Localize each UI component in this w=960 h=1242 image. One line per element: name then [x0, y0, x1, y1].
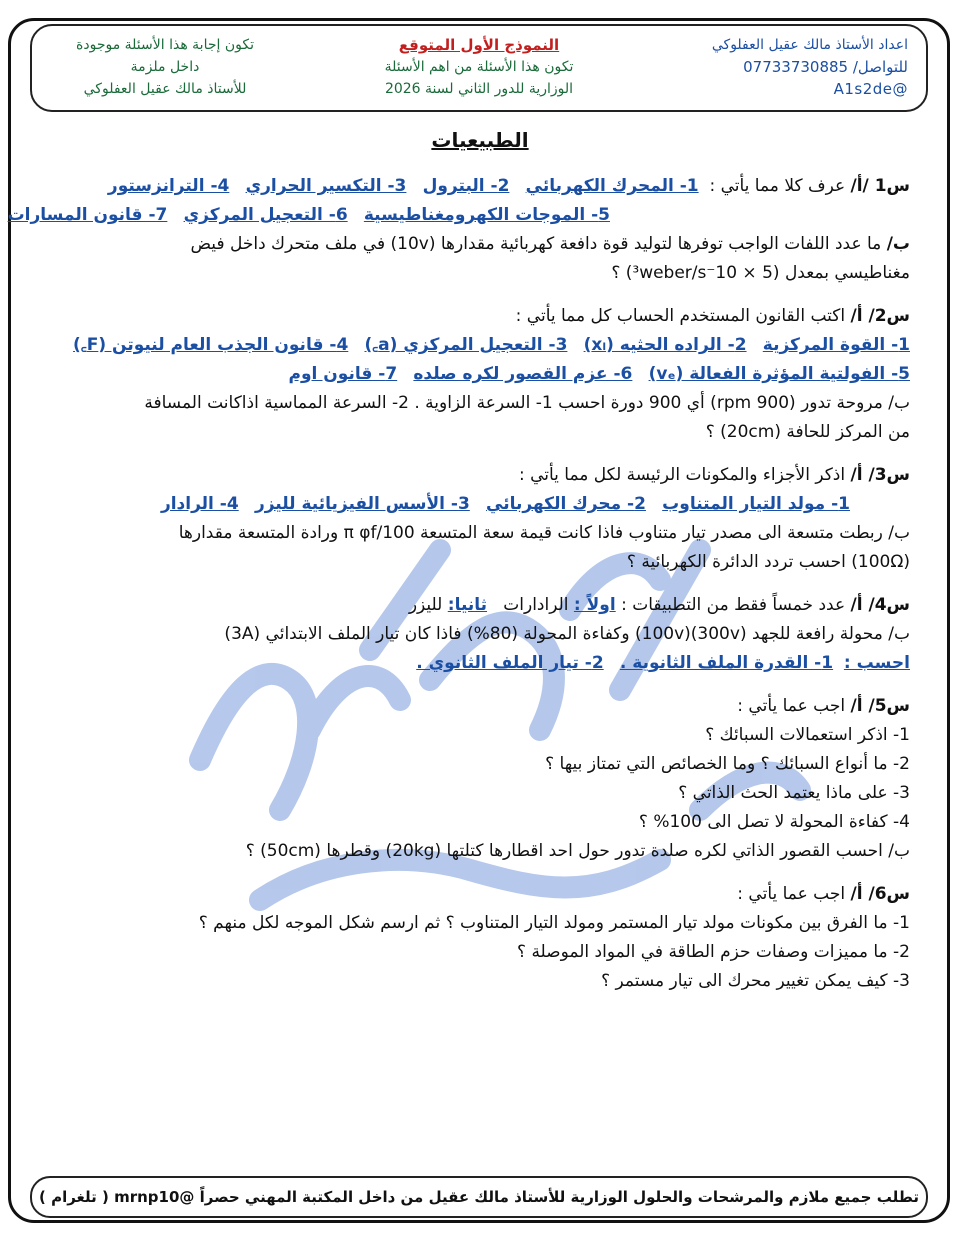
q1-item-4: 4- الترانزستور [107, 176, 230, 196]
contact-phone: للتواصل/ 07733730885 [743, 58, 908, 76]
q2-line-3 [48, 360, 910, 389]
q2-item-2: 2- الراده الحثيه (xₗ) [583, 335, 747, 355]
q1-item-1: 1- المحرك الكهربائي [525, 176, 699, 196]
q4-b-line-2 [48, 649, 910, 678]
q2-item-1: 1- القوة المركزية [762, 335, 910, 355]
questions-content [7, 172, 910, 996]
q3-intro: اذكر الأجزاء والمكونات الرئيسة لكل مما يأتي : [518, 465, 846, 485]
q5-number: س5/ أ/ [850, 696, 910, 716]
q4-second-label: ثانيا: [447, 595, 488, 615]
q1-item-3: 3- التكسير الحراري [245, 176, 407, 196]
q1-b-head: ب/ [886, 234, 910, 254]
q2-item-5: 5- الفولتية المؤثرة الفعالة (vₑ) [648, 364, 910, 384]
q5-item-4: 4- كفاءة المحولة لا تصل الى 100% ؟ [638, 812, 910, 832]
subject-title: الطبيعيات [431, 128, 529, 152]
q3-item-2: 2- محرك الكهربائي [486, 494, 646, 514]
q2-line-1 [48, 302, 910, 331]
q6-item-1: 1- ما الفرق بين مكونات مولد تيار المستمر ومولد التيار المتناوب ؟ ثم ارسم شكل الموجه لكل منهم ؟ [198, 913, 910, 933]
q6-intro: اجب عما يأتي : [737, 884, 846, 904]
q5-b-line-1: ب/ احسب القصور الذاتي لكره صلدة تدور حول احد اقطارها كتلتها (20kg) وقطرها (50cm) ؟ [245, 841, 910, 861]
q3-b-line-1: ب/ ربطت متسعة الى مصدر تيار متناوب فاذا كانت قيمة سعة المتسعة 100/π φf ورادة المتسعة مقدارها [178, 523, 910, 543]
q2-item-3: 3- التعجيل المركزي (a꜀) [364, 335, 568, 355]
answers-note-2: داخل ملزمة [130, 59, 200, 75]
q3-item-1: 1- مولد التيار المتناوب [662, 494, 850, 514]
q2-item-4: 4- قانون الجذب العام لنيوتن (F꜀) [73, 335, 349, 355]
q1-b-line-1 [48, 230, 910, 259]
q5-item-1: 1- اذكر استعمالات السبائك ؟ [705, 725, 910, 745]
q2-b-line-2: من المركز للحافة (20cm) ؟ [705, 422, 910, 442]
q4-number: س4/ أ/ [850, 595, 910, 615]
q4-b-line-1: ب/ محولة رافعة للجهد (300v)(100v) وكفاءة المحولة (80%) فاذا كان تيار الملف الابتدائي (3A) [224, 624, 910, 644]
q6-item-2: 2- ما مميزات وصفات حزم الطاقة في المواد الموصلة ؟ [517, 942, 910, 962]
q6-line-1 [48, 880, 910, 909]
q1-line-2 [7, 201, 910, 230]
q4-second-text: لليزر [408, 595, 443, 615]
q2-number: س2/ أ/ [850, 306, 910, 326]
q3-number: س3/ أ/ [850, 465, 910, 485]
q3-item-3: 3- الأسس الفيزيائية لليزر [254, 494, 470, 514]
q3-line-1 [48, 461, 910, 490]
header-box [30, 24, 928, 112]
author-name: اعداد الأستاذ مالك عقيل العفلوكي [711, 37, 908, 53]
q5-item-3: 3- على ماذا يعتمد الحث الذاتي ؟ [678, 783, 910, 803]
q2-item-6: 6- عزم القصور لكره صلده [413, 364, 633, 384]
q2-b-line-1: ب/ مروحة تدور (900 rpm) أي 900 دورة احسب 1- السرعة الزاوية . 2- السرعة المماسية اذاكانت المسافة [144, 393, 910, 413]
q4-first-text: الرادارات [503, 595, 569, 615]
q4-intro: عدد خمساً فقط من التطبيقات : [621, 595, 846, 615]
model-title: النموذج الأول المتوقع [398, 36, 560, 54]
q4-line-1 [48, 591, 910, 620]
q4-first-label: اولاً : [573, 595, 616, 615]
answers-note-3: للأستاذ مالك عقيل العفلوكي [83, 81, 247, 97]
q1-line-1 [48, 172, 910, 201]
answers-note-1: تكون إجابة هذا الأسئلة موجودة [76, 37, 254, 53]
q3-item-4: 4- الرادار [160, 494, 239, 514]
q3-b-line-2: (100Ω) احسب تردد الدائرة الكهربائية ؟ [626, 552, 910, 572]
q1-item-5: 5- الموجات الكهرومغناطيسية [363, 205, 610, 225]
author-info [658, 34, 908, 100]
model-info [349, 34, 609, 100]
q2-intro: اكتب القانون المستخدم الحساب كل مما يأتي : [515, 306, 846, 326]
q3-line-2 [48, 490, 910, 519]
q2-item-7: 7- قانون اوم [288, 364, 398, 384]
footer-note: تطلب جميع ملازم والمرشحات والحلول الوزارية للأستاذ مالك عقيل من داخل المكتبة المهني حصراً @mrnp10 ( تلغرام ) [30, 1176, 928, 1218]
model-subtitle-2: الوزارية للدور الثاني لسنة 2026 [384, 81, 574, 97]
q2-line-2 [48, 331, 910, 360]
q5-line-1 [48, 692, 910, 721]
q6-item-3: 3- كيف يمكن تغيير محرك الى تيار مستمر ؟ [601, 971, 910, 991]
model-subtitle-1: تكون هذا الأسئلة من اهم الأسئلة [384, 59, 574, 75]
q1-item-7: 7- قانون المسارات [7, 205, 168, 225]
q1-b-text-1: ما عدد اللفات الواجب توفرها لتوليد قوة دافعة كهربائية مقدارها (10v) في ملف متحرك داخل فيض [190, 234, 882, 254]
q4-calc-label: احسب : [843, 653, 910, 673]
q4-b-item-2: 2- تيار الملف الثانوي . [416, 653, 604, 673]
q5-intro: اجب عما يأتي : [737, 696, 846, 716]
answers-note [50, 34, 280, 100]
q6-number: س6/ أ/ [850, 884, 910, 904]
q5-item-2: 2- ما أنواع السبائك ؟ وما الخصائص التي تمتاز بيها ؟ [545, 754, 910, 774]
q1-b-line-2: مغناطيسي بمعدل (5 × 10⁻³weber/s) ؟ [611, 263, 910, 283]
q4-b-item-1: 1- القدرة الملف الثانوية . [619, 653, 834, 673]
contact-handle: @A1s2de [833, 80, 908, 98]
q1-intro: عرف كلا مما يأتي : [709, 176, 846, 196]
q1-item-2: 2- البترول [422, 176, 510, 196]
q1-number: س1 /أ/ [850, 176, 910, 196]
q1-item-6: 6- التعجيل المركزي [183, 205, 348, 225]
